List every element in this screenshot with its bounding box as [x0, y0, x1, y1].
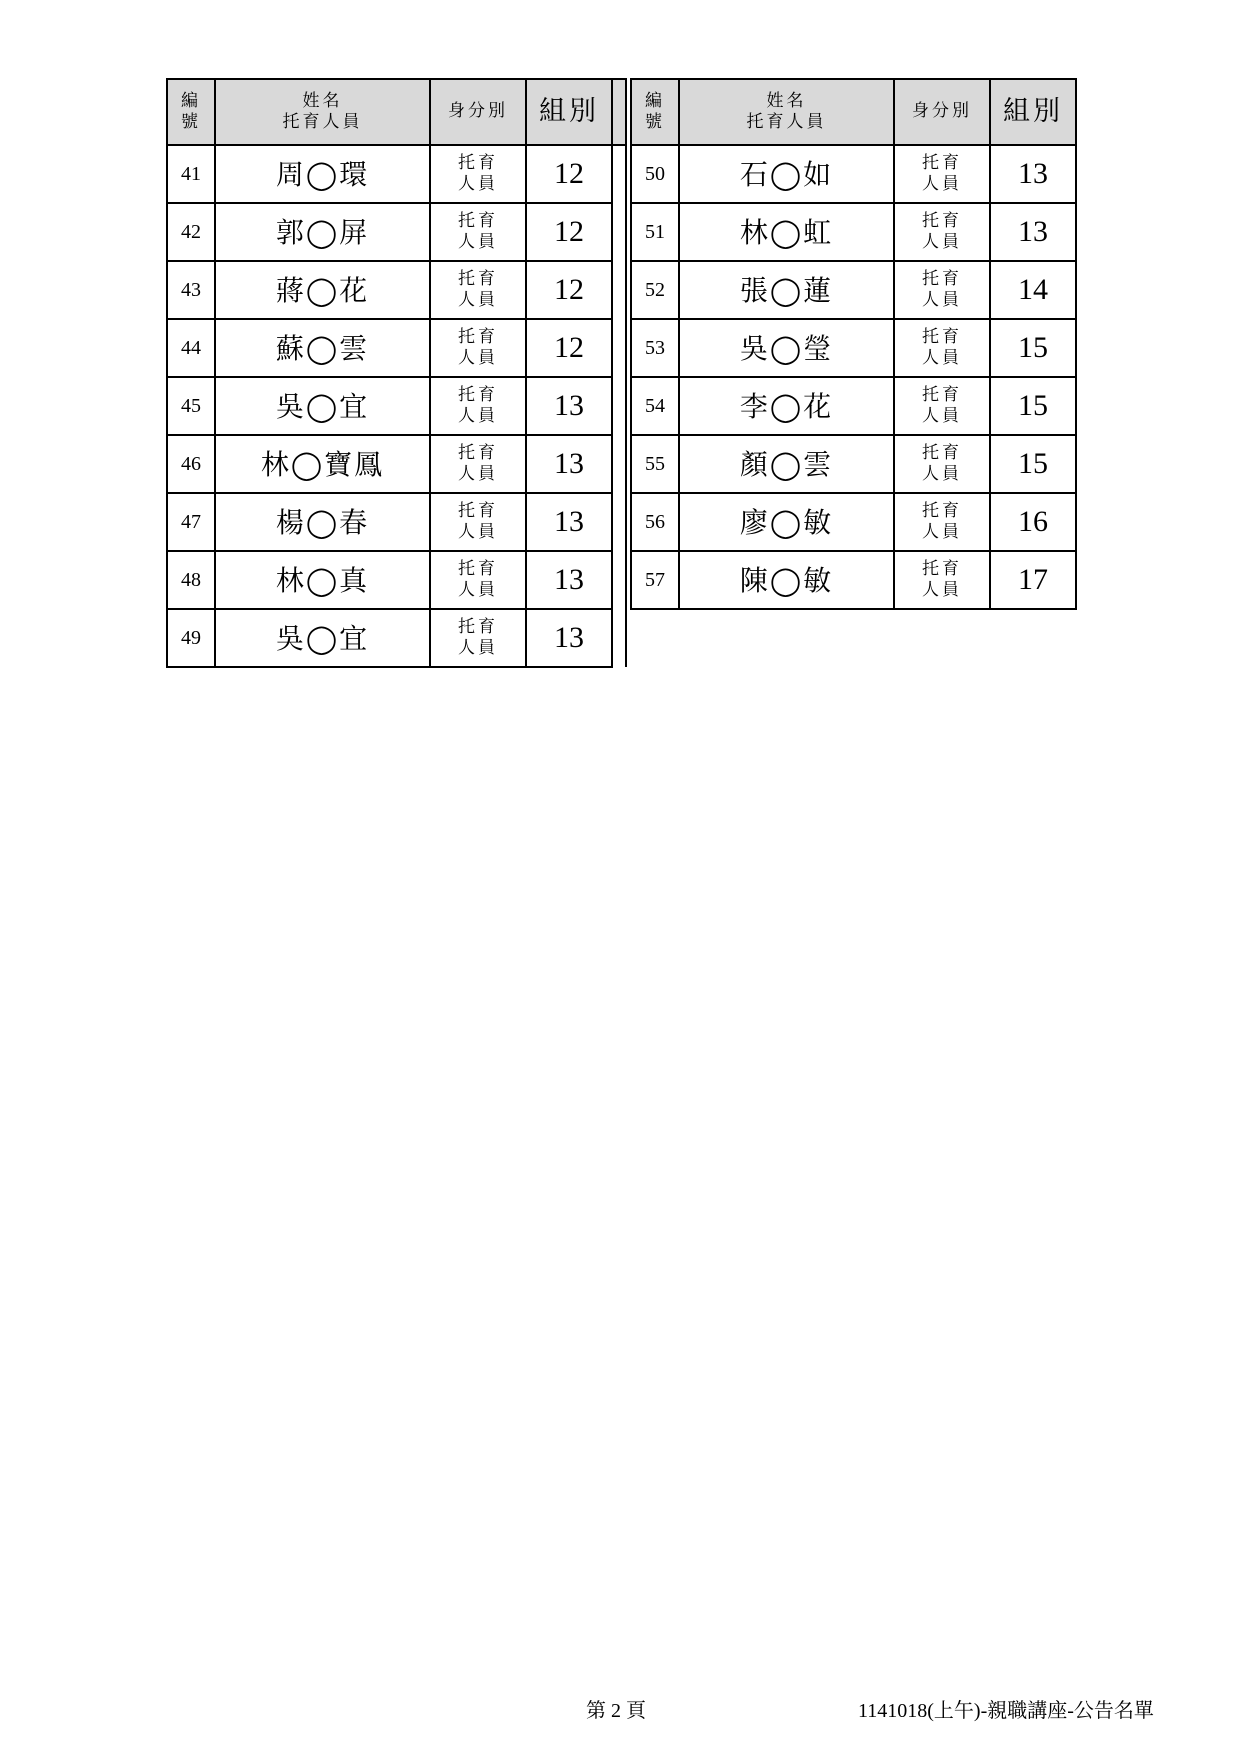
role-cell	[430, 145, 526, 203]
document-title: 1141018(上午)-親職講座-公告名單	[858, 1700, 1154, 1722]
caregiver-name: 吳◯瑩	[679, 319, 894, 377]
column-spacer	[612, 551, 626, 609]
page-number: 第 2 頁	[586, 1700, 646, 1722]
role-cell	[894, 145, 990, 203]
role-line: 人員	[922, 464, 962, 484]
caregiver-name: 吳◯宜	[215, 609, 430, 667]
table-row	[167, 609, 626, 667]
header-group: 組別	[990, 79, 1076, 145]
role-line: 人員	[458, 406, 498, 426]
row-number: 45	[167, 377, 215, 435]
role-cell	[894, 493, 990, 551]
group-number: 12	[526, 145, 612, 203]
role-line: 人員	[922, 580, 962, 600]
column-spacer	[612, 377, 626, 435]
role-line: 人員	[458, 232, 498, 252]
role-line: 托育	[922, 210, 962, 231]
caregiver-name: 林◯寶鳳	[215, 435, 430, 493]
column-spacer	[612, 493, 626, 551]
caregiver-name: 蔣◯花	[215, 261, 430, 319]
role-line: 托育	[458, 152, 498, 173]
role-line: 托育	[922, 326, 962, 347]
row-number: 46	[167, 435, 215, 493]
role-line: 人員	[458, 348, 498, 368]
table-row	[167, 145, 626, 203]
table-row	[167, 261, 626, 319]
header-number: 編 號	[631, 79, 679, 145]
table-row	[631, 435, 1076, 493]
table-row	[167, 203, 626, 261]
role-line: 托育	[458, 442, 498, 463]
role-line: 托育	[458, 558, 498, 579]
role-line: 人員	[922, 290, 962, 310]
role-line: 人員	[458, 638, 498, 658]
caregiver-name: 陳◯敏	[679, 551, 894, 609]
role-cell	[430, 319, 526, 377]
group-number: 12	[526, 203, 612, 261]
role-cell	[430, 435, 526, 493]
role-cell	[894, 203, 990, 261]
role-line: 人員	[458, 290, 498, 310]
role-line: 托育	[922, 500, 962, 521]
caregiver-name: 石◯如	[679, 145, 894, 203]
roster-table-right	[630, 78, 1077, 610]
caregiver-name: 林◯真	[215, 551, 430, 609]
header-group: 組別	[526, 79, 612, 145]
role-cell	[430, 377, 526, 435]
column-spacer	[612, 261, 626, 319]
role-line: 人員	[458, 580, 498, 600]
caregiver-name: 吳◯宜	[215, 377, 430, 435]
role-cell	[894, 551, 990, 609]
row-number: 57	[631, 551, 679, 609]
group-number: 15	[990, 377, 1076, 435]
role-cell	[894, 261, 990, 319]
group-number: 13	[990, 203, 1076, 261]
role-line: 托育	[922, 152, 962, 173]
group-number: 17	[990, 551, 1076, 609]
row-number: 47	[167, 493, 215, 551]
caregiver-name: 楊◯春	[215, 493, 430, 551]
column-spacer	[612, 203, 626, 261]
role-cell	[894, 377, 990, 435]
table-row	[167, 319, 626, 377]
role-line: 托育	[922, 558, 962, 579]
group-number: 14	[990, 261, 1076, 319]
roster-table-left	[166, 78, 627, 668]
role-cell	[430, 203, 526, 261]
role-line: 托育	[922, 268, 962, 289]
header-name: 姓名 托育人員	[215, 79, 430, 145]
row-number: 56	[631, 493, 679, 551]
row-number: 51	[631, 203, 679, 261]
role-line: 人員	[458, 522, 498, 542]
role-cell	[430, 609, 526, 667]
group-number: 12	[526, 261, 612, 319]
row-number: 54	[631, 377, 679, 435]
role-line: 托育	[458, 326, 498, 347]
column-spacer	[612, 319, 626, 377]
role-line: 人員	[922, 522, 962, 542]
row-number: 48	[167, 551, 215, 609]
column-spacer	[612, 435, 626, 493]
row-number: 55	[631, 435, 679, 493]
role-cell	[430, 261, 526, 319]
row-number: 41	[167, 145, 215, 203]
table-row	[631, 551, 1076, 609]
column-spacer	[612, 609, 626, 667]
header-role: 身分別	[894, 79, 990, 145]
table-body-right	[631, 145, 1076, 609]
caregiver-name: 顏◯雲	[679, 435, 894, 493]
table-body-left	[167, 145, 626, 667]
role-line: 托育	[458, 268, 498, 289]
table-row	[167, 493, 626, 551]
caregiver-name: 蘇◯雲	[215, 319, 430, 377]
role-line: 托育	[458, 500, 498, 521]
caregiver-name: 林◯虹	[679, 203, 894, 261]
table-row	[167, 377, 626, 435]
caregiver-name: 廖◯敏	[679, 493, 894, 551]
group-number: 13	[526, 551, 612, 609]
role-line: 人員	[458, 464, 498, 484]
row-number: 44	[167, 319, 215, 377]
group-number: 13	[990, 145, 1076, 203]
role-line: 人員	[922, 232, 962, 252]
header-number: 編 號	[167, 79, 215, 145]
role-cell	[894, 435, 990, 493]
row-number: 52	[631, 261, 679, 319]
row-number: 53	[631, 319, 679, 377]
role-line: 人員	[922, 406, 962, 426]
row-number: 43	[167, 261, 215, 319]
header-name: 姓名 托育人員	[679, 79, 894, 145]
group-number: 13	[526, 377, 612, 435]
role-line: 托育	[922, 384, 962, 405]
caregiver-name: 李◯花	[679, 377, 894, 435]
role-line: 托育	[458, 384, 498, 405]
table-row	[167, 435, 626, 493]
row-number: 50	[631, 145, 679, 203]
group-number: 15	[990, 319, 1076, 377]
table-row	[167, 551, 626, 609]
role-line: 人員	[922, 174, 962, 194]
caregiver-name: 郭◯屏	[215, 203, 430, 261]
role-line: 托育	[922, 442, 962, 463]
header-spacer	[612, 79, 626, 145]
table-header-row	[631, 79, 1076, 145]
role-line: 托育	[458, 210, 498, 231]
role-cell	[430, 551, 526, 609]
table-row	[631, 319, 1076, 377]
group-number: 13	[526, 609, 612, 667]
group-number: 12	[526, 319, 612, 377]
role-line: 人員	[458, 174, 498, 194]
row-number: 42	[167, 203, 215, 261]
table-row	[631, 377, 1076, 435]
role-cell	[894, 319, 990, 377]
row-number: 49	[167, 609, 215, 667]
table-header-row	[167, 79, 626, 145]
table-row	[631, 145, 1076, 203]
header-role: 身分別	[430, 79, 526, 145]
group-number: 13	[526, 493, 612, 551]
table-row	[631, 261, 1076, 319]
group-number: 13	[526, 435, 612, 493]
caregiver-name: 周◯環	[215, 145, 430, 203]
role-line: 人員	[922, 348, 962, 368]
table-row	[631, 203, 1076, 261]
column-spacer	[612, 145, 626, 203]
caregiver-name: 張◯蓮	[679, 261, 894, 319]
role-cell	[430, 493, 526, 551]
group-number: 16	[990, 493, 1076, 551]
group-number: 15	[990, 435, 1076, 493]
table-row	[631, 493, 1076, 551]
role-line: 托育	[458, 616, 498, 637]
